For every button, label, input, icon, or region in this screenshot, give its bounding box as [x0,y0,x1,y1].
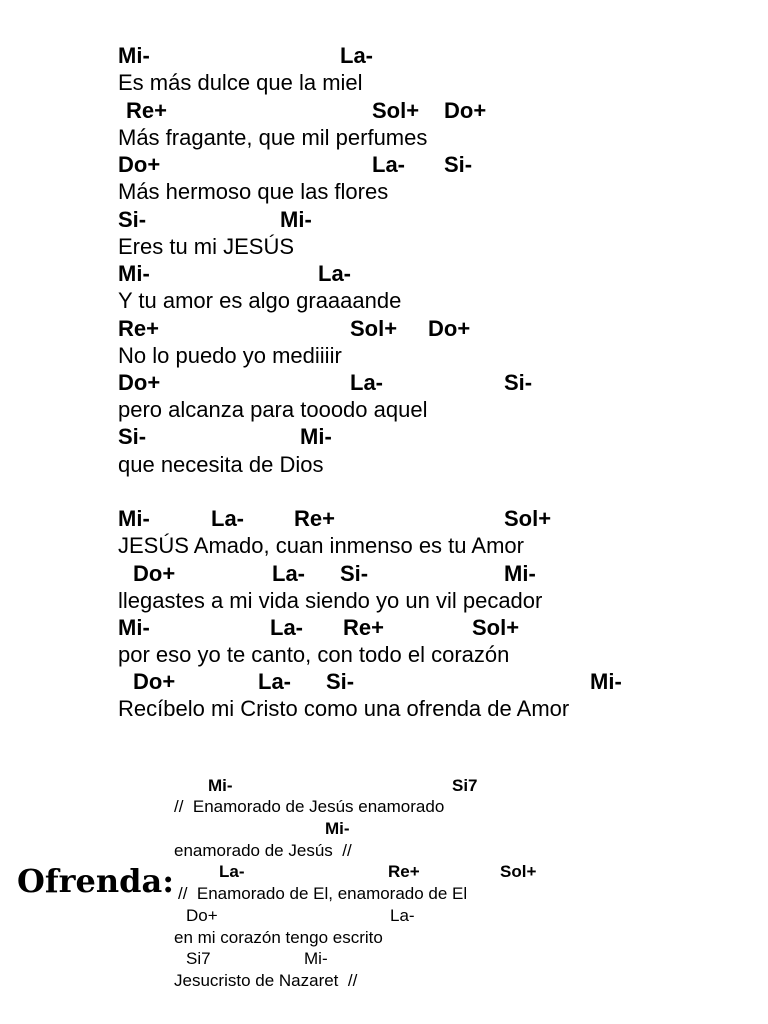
lyric-line: Y tu amor es algo graaaande [118,288,402,313]
chord: Do+ [118,370,161,395]
chord: Si- [504,370,533,395]
chord: Mi- [118,506,150,531]
chord: Sol+ [504,506,552,531]
lyric-line: llegastes a mi vida siendo yo un vil pecador [118,588,543,613]
chord: Si- [444,152,473,177]
lyric-line: No lo puedo yo mediiiir [118,343,342,368]
lyric-line: Recíbelo mi Cristo como una ofrenda de Amor [118,696,570,721]
chord: Re+ [118,316,159,341]
chord: La- [350,370,383,395]
chord: Re+ [343,615,384,640]
chord: La- [258,669,291,694]
chord: Mi- [118,43,150,68]
chord: Si- [118,207,147,232]
lyric-line: // Enamorado de El, enamorado de El [178,884,468,903]
chord: La- [372,152,405,177]
lyric-line: Eres tu mi JESÚS [118,234,295,259]
chord: Do+ [186,906,218,925]
chord: Sol+ [472,615,520,640]
chord: Do+ [133,669,176,694]
chord: Do+ [118,152,161,177]
chord: Si7 [186,949,211,968]
chord: La- [318,261,351,286]
chord: Sol+ [500,862,537,881]
chord: Sol+ [372,98,420,123]
ofrenda-label: Ofrenda: [17,862,175,900]
chord: Re+ [126,98,167,123]
lyric-line: Más fragante, que mil perfumes [118,125,428,150]
chord: Re+ [388,862,420,881]
lyric-line: en mi corazón tengo escrito [174,928,383,947]
lyric-line: por eso yo te canto, con todo el corazón [118,642,510,667]
chord: Mi- [325,819,350,838]
chord: Mi- [118,261,150,286]
chord: Si- [340,561,369,586]
chord: La- [272,561,305,586]
chord: Sol+ [350,316,398,341]
chord: La- [219,862,245,881]
chord: Re+ [294,506,335,531]
chord: La- [340,43,373,68]
chord: Mi- [280,207,312,232]
lyric-line: Jesucristo de Nazaret // [174,971,358,990]
lyric-line: Más hermoso que las flores [118,179,389,204]
chord: Do+ [428,316,471,341]
chord: Do+ [133,561,176,586]
chord: La- [270,615,303,640]
chord: Mi- [504,561,536,586]
chord: Si- [118,424,147,449]
lyric-line: JESÚS Amado, cuan inmenso es tu Amor [118,533,524,558]
lyric-line: Es más dulce que la miel [118,70,363,95]
chord: Mi- [304,949,328,968]
chord: La- [211,506,244,531]
chord: Si- [326,669,355,694]
lyric-line: // Enamorado de Jesús enamorado [174,797,445,816]
chord: Mi- [208,776,233,795]
chord: La- [390,906,415,925]
lyric-line: que necesita de Dios [118,452,324,477]
chord: Mi- [118,615,150,640]
lyric-line: enamorado de Jesús // [174,841,352,860]
chord: Do+ [444,98,487,123]
chord: Mi- [300,424,332,449]
chord: Si7 [452,776,478,795]
chord: Mi- [590,669,622,694]
lyric-line: pero alcanza para tooodo aquel [118,397,428,422]
